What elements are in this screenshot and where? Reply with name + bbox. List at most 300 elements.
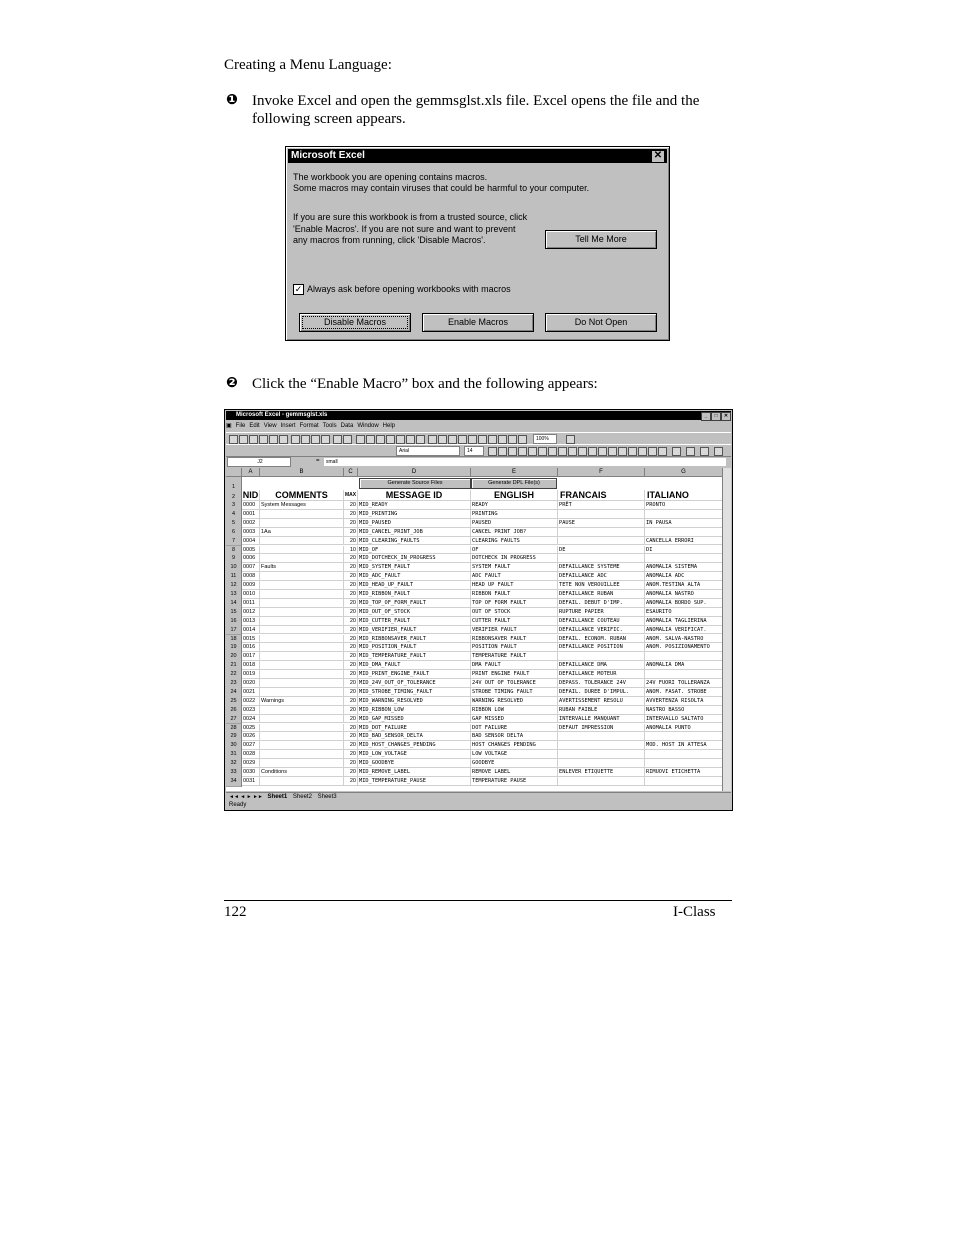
row-header[interactable]: 30 xyxy=(226,741,242,751)
table-cell[interactable]: 20 xyxy=(344,732,358,741)
table-cell[interactable]: DI xyxy=(645,546,723,555)
tb1-button-icon[interactable] xyxy=(239,435,248,444)
table-cell[interactable]: MID_OUT_OF_STOCK xyxy=(358,608,471,617)
table-cell[interactable] xyxy=(260,635,344,644)
table-cell[interactable]: DEFAILLANCE DMA xyxy=(558,661,645,670)
tb1-button-icon[interactable] xyxy=(518,435,527,444)
menu-data[interactable]: Data xyxy=(340,423,354,429)
table-cell[interactable]: ANOM. SALVA-NASTRO xyxy=(645,635,723,644)
table-cell[interactable]: DEFAUT IMPRESSION xyxy=(558,724,645,733)
tb1-button-icon[interactable] xyxy=(269,435,278,444)
tb1-button-icon[interactable] xyxy=(311,435,320,444)
table-cell[interactable]: 20 xyxy=(344,759,358,768)
table-cell[interactable] xyxy=(558,777,645,786)
table-cell[interactable]: 0016 xyxy=(242,643,260,652)
table-cell[interactable]: DE xyxy=(558,546,645,555)
row-header[interactable]: 8 xyxy=(226,546,242,556)
table-cell[interactable]: 0007 xyxy=(242,563,260,572)
table-cell[interactable]: 0018 xyxy=(242,661,260,670)
tb2-button-icon[interactable] xyxy=(700,447,709,456)
table-cell[interactable]: MID_DMA_FAULT xyxy=(358,661,471,670)
table-cell[interactable]: ANOMALIA DMA xyxy=(645,661,723,670)
row-header[interactable]: 29 xyxy=(226,732,242,742)
table-cell[interactable]: ANOMALIA VERIFICAT. xyxy=(645,626,723,635)
menu-window[interactable]: Window xyxy=(357,423,379,429)
table-cell[interactable]: MID_GAP_MISSED xyxy=(358,715,471,724)
row-header[interactable]: 24 xyxy=(226,688,242,698)
row-header[interactable]: 14 xyxy=(226,599,242,609)
table-cell[interactable]: 20 xyxy=(344,581,358,590)
table-cell[interactable]: DEFAIL. ECONOM. RUBAN xyxy=(558,635,645,644)
tb2-button-icon[interactable] xyxy=(672,447,681,456)
table-cell[interactable]: TOP OF FORM FAULT xyxy=(471,599,558,608)
table-cell[interactable] xyxy=(558,652,645,661)
table-cell[interactable]: 0023 xyxy=(242,706,260,715)
column-title-message-id[interactable]: MESSAGE ID xyxy=(358,490,471,501)
tb2-button-icon[interactable] xyxy=(548,447,557,456)
table-cell[interactable] xyxy=(645,777,723,786)
table-cell[interactable]: MID_GOODBYE xyxy=(358,759,471,768)
column-header-a[interactable]: A xyxy=(242,468,260,477)
table-cell[interactable]: MID_PRINT_ENGINE_FAULT xyxy=(358,670,471,679)
tb1-button-icon[interactable] xyxy=(488,435,497,444)
table-cell[interactable]: GOODBYE xyxy=(471,759,558,768)
column-title-english[interactable]: ENGLISH xyxy=(471,490,558,501)
tb1-button-icon[interactable] xyxy=(416,435,425,444)
table-cell[interactable]: 0024 xyxy=(242,715,260,724)
table-cell[interactable]: 0019 xyxy=(242,670,260,679)
tb1-button-icon[interactable] xyxy=(428,435,437,444)
name-box[interactable]: J2 xyxy=(227,457,291,467)
table-cell[interactable] xyxy=(260,732,344,741)
row-header[interactable]: 31 xyxy=(226,750,242,760)
table-cell[interactable]: MID_PRINTING xyxy=(358,510,471,519)
table-cell[interactable]: TEMPERATURE FAULT xyxy=(471,652,558,661)
table-cell[interactable] xyxy=(558,510,645,519)
tb2-button-icon[interactable] xyxy=(648,447,657,456)
table-cell[interactable] xyxy=(260,546,344,555)
tb2-button-icon[interactable] xyxy=(578,447,587,456)
table-cell[interactable] xyxy=(260,643,344,652)
table-cell[interactable]: OUT OF STOCK xyxy=(471,608,558,617)
table-cell[interactable]: MID_POSITION_FAULT xyxy=(358,643,471,652)
table-cell[interactable]: 20 xyxy=(344,590,358,599)
row-header[interactable]: 11 xyxy=(226,572,242,582)
table-cell[interactable]: RIBBON FAULT xyxy=(471,590,558,599)
table-cell[interactable] xyxy=(260,537,344,546)
table-cell[interactable]: MID_LOW_VOLTAGE xyxy=(358,750,471,759)
table-cell[interactable]: OF xyxy=(471,546,558,555)
maximize-icon[interactable]: □ xyxy=(711,412,721,421)
row-header[interactable]: 20 xyxy=(226,652,242,662)
table-cell[interactable]: 20 xyxy=(344,715,358,724)
row-header[interactable]: 12 xyxy=(226,581,242,591)
table-cell[interactable]: MID_RIBBON_LOW xyxy=(358,706,471,715)
table-cell[interactable] xyxy=(558,732,645,741)
menu-format[interactable]: Format xyxy=(299,423,319,429)
font-size-select[interactable]: 14 xyxy=(464,446,484,456)
column-header-g[interactable]: G xyxy=(645,468,723,477)
table-cell[interactable]: 20 xyxy=(344,741,358,750)
table-cell[interactable]: WARNING RESOLVED xyxy=(471,697,558,706)
row-header[interactable]: 25 xyxy=(226,697,242,707)
table-cell[interactable] xyxy=(260,777,344,786)
table-cell[interactable]: 0008 xyxy=(242,572,260,581)
table-cell[interactable]: 0014 xyxy=(242,626,260,635)
enable-macros-button[interactable]: Enable Macros xyxy=(422,313,534,332)
tb1-button-icon[interactable] xyxy=(343,435,352,444)
table-cell[interactable]: SYSTEM FAULT xyxy=(471,563,558,572)
table-cell[interactable]: 20 xyxy=(344,661,358,670)
table-cell[interactable]: 0026 xyxy=(242,732,260,741)
table-cell[interactable]: DEFAILLANCE POSITION xyxy=(558,643,645,652)
table-cell[interactable]: DEFAIL. DEBUT D'IMP. xyxy=(558,599,645,608)
column-header-e[interactable]: E xyxy=(471,468,558,477)
tb1-button-icon[interactable] xyxy=(478,435,487,444)
table-cell[interactable]: DEFAILLANCE RUBAN xyxy=(558,590,645,599)
table-cell[interactable]: 0015 xyxy=(242,635,260,644)
table-cell[interactable] xyxy=(558,528,645,537)
table-cell[interactable]: CANCELLA ERRORI xyxy=(645,537,723,546)
table-cell[interactable]: RIMUOVI ETICHETTA xyxy=(645,768,723,777)
tb1-button-icon[interactable] xyxy=(229,435,238,444)
table-cell[interactable]: MID_DOTCHECK_IN_PROGRESS xyxy=(358,554,471,563)
table-cell[interactable]: 24V OUT OF TOLERANCE xyxy=(471,679,558,688)
table-cell[interactable]: 0005 xyxy=(242,546,260,555)
table-cell[interactable]: ANOM. FASAT. STROBE xyxy=(645,688,723,697)
table-cell[interactable]: 0000 xyxy=(242,501,260,510)
table-cell[interactable] xyxy=(645,670,723,679)
menu-view[interactable]: View xyxy=(263,423,277,429)
row-header[interactable]: 6 xyxy=(226,528,242,538)
table-cell[interactable]: 0012 xyxy=(242,608,260,617)
table-cell[interactable] xyxy=(260,554,344,563)
tb1-button-icon[interactable] xyxy=(406,435,415,444)
table-cell[interactable]: TEMPERATURE PAUSE xyxy=(471,777,558,786)
row-header[interactable]: 1 xyxy=(226,477,242,491)
table-cell[interactable]: VERIFIER FAULT xyxy=(471,626,558,635)
table-cell[interactable]: RUBAN FAIBLE xyxy=(558,706,645,715)
table-cell[interactable]: PRÊT xyxy=(558,501,645,510)
table-cell[interactable]: 0028 xyxy=(242,750,260,759)
column-title-italiano[interactable]: ITALIANO xyxy=(645,490,723,501)
tell-me-more-button[interactable]: Tell Me More xyxy=(545,230,657,249)
table-cell[interactable]: 0020 xyxy=(242,679,260,688)
table-cell[interactable]: ANOMALIA NASTRO xyxy=(645,590,723,599)
tb2-button-icon[interactable] xyxy=(518,447,527,456)
tb1-button-icon[interactable] xyxy=(279,435,288,444)
table-cell[interactable]: System Messages xyxy=(260,501,344,510)
table-cell[interactable]: 20 xyxy=(344,688,358,697)
table-cell[interactable]: ANOMALIA BORDO SUP. xyxy=(645,599,723,608)
table-cell[interactable]: MID_ADC_FAULT xyxy=(358,572,471,581)
row-header[interactable]: 32 xyxy=(226,759,242,769)
table-cell[interactable]: 20 xyxy=(344,528,358,537)
table-cell[interactable]: MID_OF xyxy=(358,546,471,555)
table-cell[interactable]: POSITION FAULT xyxy=(471,643,558,652)
table-cell[interactable] xyxy=(260,590,344,599)
tb1-button-icon[interactable] xyxy=(259,435,268,444)
tb1-button-icon[interactable] xyxy=(249,435,258,444)
table-cell[interactable]: DEFAILLANCE VERIFIC. xyxy=(558,626,645,635)
column-header-d[interactable]: D xyxy=(358,468,471,477)
table-cell[interactable] xyxy=(558,750,645,759)
table-cell[interactable]: ANOMALIA PUNTO xyxy=(645,724,723,733)
row-header[interactable]: 26 xyxy=(226,706,242,716)
table-cell[interactable] xyxy=(260,759,344,768)
table-cell[interactable]: NASTRO BASSO xyxy=(645,706,723,715)
tb1-button-icon[interactable] xyxy=(458,435,467,444)
table-cell[interactable]: 20 xyxy=(344,626,358,635)
table-cell[interactable]: DEFAILLANCE COUTEAU xyxy=(558,617,645,626)
table-cell[interactable]: DEFAILLANCE SYSTEME xyxy=(558,563,645,572)
row-header[interactable]: 4 xyxy=(226,510,242,520)
table-cell[interactable]: MID_WARNING_RESOLVED xyxy=(358,697,471,706)
column-title-max[interactable]: MAX xyxy=(344,490,358,501)
table-cell[interactable]: MID_REMOVE_LABEL xyxy=(358,768,471,777)
table-cell[interactable]: ANOM.TESTINA ALTA xyxy=(645,581,723,590)
table-cell[interactable] xyxy=(260,626,344,635)
table-cell[interactable]: MID_24V_OUT_OF_TOLERANCE xyxy=(358,679,471,688)
tb1-button-icon[interactable] xyxy=(291,435,300,444)
table-cell[interactable]: Conditions xyxy=(260,768,344,777)
tb1-button-icon[interactable] xyxy=(566,435,575,444)
table-cell[interactable]: 0029 xyxy=(242,759,260,768)
table-cell[interactable] xyxy=(645,759,723,768)
table-cell[interactable]: ESAURITO xyxy=(645,608,723,617)
table-cell[interactable]: MID_BAD_SENSOR_DELTA xyxy=(358,732,471,741)
table-cell[interactable]: 20 xyxy=(344,519,358,528)
menu-tools[interactable]: Tools xyxy=(322,423,337,429)
table-cell[interactable]: 20 xyxy=(344,670,358,679)
table-cell[interactable] xyxy=(558,537,645,546)
font-select[interactable]: Arial xyxy=(396,446,460,456)
tb1-button-icon[interactable] xyxy=(508,435,517,444)
table-cell[interactable] xyxy=(260,661,344,670)
table-cell[interactable]: 20 xyxy=(344,724,358,733)
table-cell[interactable]: 20 xyxy=(344,643,358,652)
table-cell[interactable] xyxy=(558,759,645,768)
row-header[interactable]: 3 xyxy=(226,501,242,511)
table-cell[interactable]: 24V FUORI TOLLERANZA xyxy=(645,679,723,688)
table-cell[interactable]: AVERTISSEMENT RESOLU xyxy=(558,697,645,706)
table-cell[interactable]: 0031 xyxy=(242,777,260,786)
table-cell[interactable]: ANOM. POSIZIONAMENTO xyxy=(645,643,723,652)
table-cell[interactable]: DEFAILLANCE MOTEUR xyxy=(558,670,645,679)
table-cell[interactable]: LOW VOLTAGE xyxy=(471,750,558,759)
table-cell[interactable]: MID_HOST_CHANGES_PENDING xyxy=(358,741,471,750)
table-cell[interactable]: 0011 xyxy=(242,599,260,608)
column-header-c[interactable]: C xyxy=(344,468,358,477)
table-cell[interactable]: ADC FAULT xyxy=(471,572,558,581)
row-header[interactable]: 19 xyxy=(226,643,242,653)
tb2-button-icon[interactable] xyxy=(608,447,617,456)
row-header[interactable]: 27 xyxy=(226,715,242,725)
column-title-nid[interactable]: NID xyxy=(242,490,259,500)
row-header[interactable]: 16 xyxy=(226,617,242,627)
tb1-button-icon[interactable] xyxy=(301,435,310,444)
tab-sheet3[interactable]: Sheet3 xyxy=(317,794,337,800)
tb2-button-icon[interactable] xyxy=(598,447,607,456)
table-cell[interactable]: 0025 xyxy=(242,724,260,733)
row-header[interactable]: 28 xyxy=(226,724,242,734)
tb2-button-icon[interactable] xyxy=(528,447,537,456)
column-title-francais[interactable]: FRANCAIS xyxy=(558,490,645,501)
table-cell[interactable]: Warnings xyxy=(260,697,344,706)
table-cell[interactable] xyxy=(645,750,723,759)
tb1-button-icon[interactable] xyxy=(376,435,385,444)
table-cell[interactable]: RIBBONSAVER FAULT xyxy=(471,635,558,644)
table-cell[interactable]: 20 xyxy=(344,652,358,661)
table-cell[interactable]: CUTTER FAULT xyxy=(471,617,558,626)
table-cell[interactable]: PRINTING xyxy=(471,510,558,519)
table-cell[interactable]: DMA FAULT xyxy=(471,661,558,670)
table-cell[interactable]: 0030 xyxy=(242,768,260,777)
close-icon[interactable]: ✕ xyxy=(721,412,731,421)
tb2-button-icon[interactable] xyxy=(588,447,597,456)
always-ask-checkbox[interactable]: ✓ xyxy=(294,284,303,294)
table-cell[interactable]: PAUSE xyxy=(558,519,645,528)
table-cell[interactable]: PRINT ENGINE FAULT xyxy=(471,670,558,679)
table-cell[interactable]: 20 xyxy=(344,537,358,546)
row-header[interactable]: 7 xyxy=(226,537,242,547)
table-cell[interactable]: HOST CHANGES PENDING xyxy=(471,741,558,750)
table-cell[interactable]: STROBE TIMING FAULT xyxy=(471,688,558,697)
table-cell[interactable] xyxy=(260,706,344,715)
table-cell[interactable] xyxy=(558,554,645,563)
generate-source-files-button[interactable]: Generate Source Files xyxy=(359,478,471,489)
row-header[interactable]: 15 xyxy=(226,608,242,618)
tb1-button-icon[interactable] xyxy=(498,435,507,444)
tb2-button-icon[interactable] xyxy=(508,447,517,456)
table-cell[interactable]: 0013 xyxy=(242,617,260,626)
row-header[interactable]: 2 xyxy=(226,490,242,502)
tb1-button-icon[interactable] xyxy=(396,435,405,444)
table-cell[interactable]: CANCEL PRINT JOB? xyxy=(471,528,558,537)
row-header[interactable]: 22 xyxy=(226,670,242,680)
table-cell[interactable]: 0017 xyxy=(242,652,260,661)
tb2-button-icon[interactable] xyxy=(618,447,627,456)
table-cell[interactable]: INTERVALLO SALTATO xyxy=(645,715,723,724)
row-header[interactable]: 13 xyxy=(226,590,242,600)
row-header[interactable]: 10 xyxy=(226,563,242,573)
table-cell[interactable] xyxy=(558,741,645,750)
table-cell[interactable]: DEFAILLANCE ADC xyxy=(558,572,645,581)
table-cell[interactable] xyxy=(260,510,344,519)
column-header-b[interactable]: B xyxy=(260,468,344,477)
tb2-button-icon[interactable] xyxy=(628,447,637,456)
table-cell[interactable]: MID_STROBE_TIMING_FAULT xyxy=(358,688,471,697)
table-cell[interactable]: 20 xyxy=(344,617,358,626)
table-cell[interactable]: MID_TOP_OF_FORM_FAULT xyxy=(358,599,471,608)
table-cell[interactable] xyxy=(260,519,344,528)
table-cell[interactable]: MID_TEMPERATURE_PAUSE xyxy=(358,777,471,786)
table-cell[interactable]: ANOMALIA ADC xyxy=(645,572,723,581)
tb1-button-icon[interactable] xyxy=(448,435,457,444)
zoom-select[interactable]: 100% xyxy=(533,434,557,444)
table-cell[interactable]: BAD SENSOR DELTA xyxy=(471,732,558,741)
tb2-button-icon[interactable] xyxy=(714,447,723,456)
generate-dpl-files-button[interactable]: Generate DPL File(s) xyxy=(471,478,557,489)
table-cell[interactable] xyxy=(645,652,723,661)
table-cell[interactable] xyxy=(260,679,344,688)
table-cell[interactable] xyxy=(260,688,344,697)
table-cell[interactable]: 20 xyxy=(344,706,358,715)
tb2-button-icon[interactable] xyxy=(658,447,667,456)
table-cell[interactable]: RUPTURE PAPIER xyxy=(558,608,645,617)
tb2-button-icon[interactable] xyxy=(558,447,567,456)
table-cell[interactable] xyxy=(260,670,344,679)
table-cell[interactable]: PRONTO xyxy=(645,501,723,510)
table-cell[interactable]: 20 xyxy=(344,679,358,688)
tb1-button-icon[interactable] xyxy=(438,435,447,444)
table-cell[interactable]: MID_READY xyxy=(358,501,471,510)
table-cell[interactable]: GAP MISSED xyxy=(471,715,558,724)
table-cell[interactable]: 0001 xyxy=(242,510,260,519)
table-cell[interactable] xyxy=(260,724,344,733)
table-cell[interactable] xyxy=(260,581,344,590)
menu-file[interactable]: File xyxy=(235,423,246,429)
table-cell[interactable]: 20 xyxy=(344,572,358,581)
tab-sheet1[interactable]: Sheet1 xyxy=(267,794,288,800)
table-cell[interactable]: CLEARING FAULTS xyxy=(471,537,558,546)
table-cell[interactable]: 0003 xyxy=(242,528,260,537)
tab-sheet2[interactable]: Sheet2 xyxy=(292,794,312,800)
table-cell[interactable]: MID_HEAD_UP_FAULT xyxy=(358,581,471,590)
table-cell[interactable]: PAUSED xyxy=(471,519,558,528)
menu-insert[interactable]: Insert xyxy=(280,423,296,429)
disable-macros-button[interactable]: Disable Macros xyxy=(299,313,411,332)
table-cell[interactable]: ANOMALIA TAGLIERINA xyxy=(645,617,723,626)
tb1-button-icon[interactable] xyxy=(468,435,477,444)
table-cell[interactable]: DEPASS. TOLERANCE 24V xyxy=(558,679,645,688)
row-header[interactable]: 33 xyxy=(226,768,242,778)
minimize-icon[interactable]: _ xyxy=(701,412,711,421)
table-cell[interactable]: REMOVE LABEL xyxy=(471,768,558,777)
table-cell[interactable] xyxy=(260,617,344,626)
tb2-button-icon[interactable] xyxy=(538,447,547,456)
table-cell[interactable]: 20 xyxy=(344,563,358,572)
table-cell[interactable]: 20 xyxy=(344,750,358,759)
table-cell[interactable]: MID_PAUSED xyxy=(358,519,471,528)
tb2-button-icon[interactable] xyxy=(568,447,577,456)
table-cell[interactable]: MID_CLEARING_FAULTS xyxy=(358,537,471,546)
table-cell[interactable]: 10 xyxy=(344,546,358,555)
tb2-button-icon[interactable] xyxy=(488,447,497,456)
close-icon[interactable]: ✕ xyxy=(651,150,665,163)
table-cell[interactable]: 0022 xyxy=(242,697,260,706)
tb1-button-icon[interactable] xyxy=(333,435,342,444)
table-cell[interactable] xyxy=(260,750,344,759)
table-cell[interactable]: MID_SYSTEM_FAULT xyxy=(358,563,471,572)
tb1-button-icon[interactable] xyxy=(366,435,375,444)
formula-input[interactable]: small xyxy=(323,457,727,467)
row-header[interactable]: 5 xyxy=(226,519,242,529)
table-cell[interactable]: INTERVALLE MANQUANT xyxy=(558,715,645,724)
tab-nav-icon[interactable]: ◄◄ ◄ ► ►► xyxy=(229,794,263,800)
table-cell[interactable] xyxy=(260,599,344,608)
table-cell[interactable]: IN PAUSA xyxy=(645,519,723,528)
table-cell[interactable]: AVVERTENZA RISOLTA xyxy=(645,697,723,706)
table-cell[interactable]: ANOMALIA SISTEMA xyxy=(645,563,723,572)
table-cell[interactable]: ENLEVER ETIQUETTE xyxy=(558,768,645,777)
table-cell[interactable]: 0021 xyxy=(242,688,260,697)
table-cell[interactable]: Faults xyxy=(260,563,344,572)
table-cell[interactable]: MID_RIBBON_FAULT xyxy=(358,590,471,599)
table-cell[interactable]: 20 xyxy=(344,501,358,510)
table-cell[interactable] xyxy=(645,510,723,519)
table-cell[interactable]: 0006 xyxy=(242,554,260,563)
